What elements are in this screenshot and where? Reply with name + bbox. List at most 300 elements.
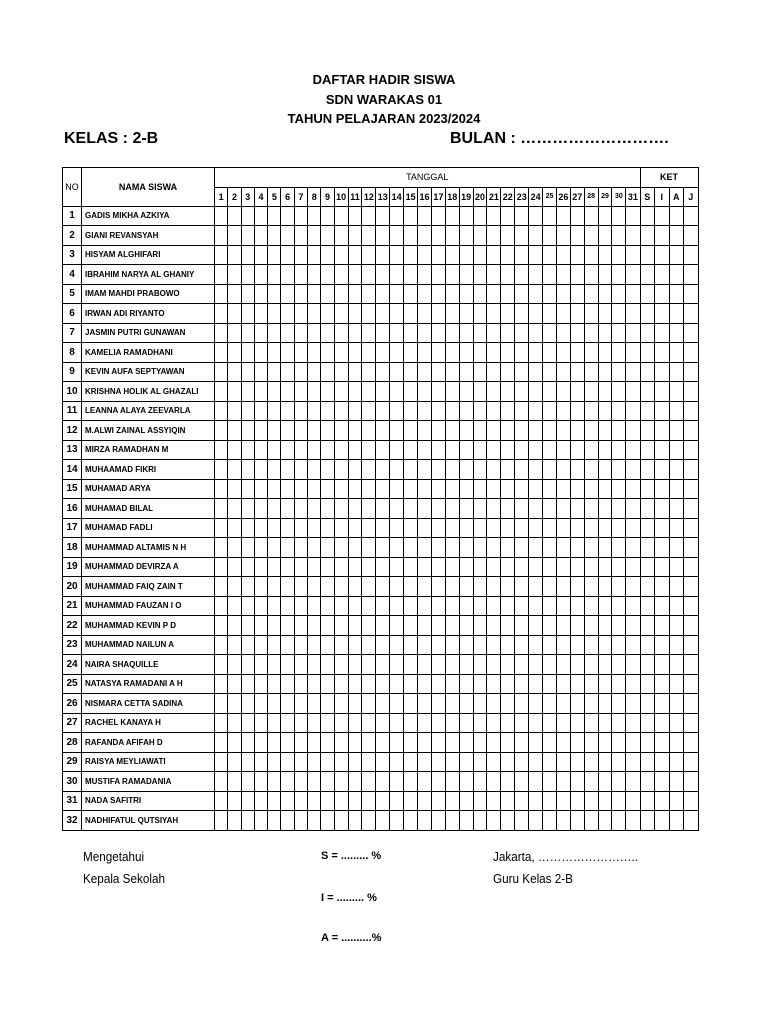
ket-cell[interactable]: [655, 362, 670, 382]
attendance-cell[interactable]: [348, 245, 362, 265]
attendance-cell[interactable]: [584, 245, 598, 265]
attendance-cell[interactable]: [626, 304, 640, 324]
attendance-cell[interactable]: [228, 674, 241, 694]
attendance-cell[interactable]: [268, 323, 281, 343]
attendance-cell[interactable]: [348, 655, 362, 675]
attendance-cell[interactable]: [215, 557, 228, 577]
attendance-cell[interactable]: [487, 245, 501, 265]
attendance-cell[interactable]: [281, 479, 294, 499]
attendance-cell[interactable]: [308, 811, 321, 831]
attendance-cell[interactable]: [529, 713, 543, 733]
ket-cell[interactable]: [684, 440, 699, 460]
attendance-cell[interactable]: [612, 752, 626, 772]
attendance-cell[interactable]: [570, 206, 584, 226]
attendance-cell[interactable]: [348, 499, 362, 519]
attendance-cell[interactable]: [294, 226, 307, 246]
attendance-cell[interactable]: [321, 421, 334, 441]
attendance-cell[interactable]: [294, 382, 307, 402]
attendance-cell[interactable]: [281, 440, 294, 460]
attendance-cell[interactable]: [626, 382, 640, 402]
attendance-cell[interactable]: [376, 616, 390, 636]
attendance-cell[interactable]: [612, 616, 626, 636]
attendance-cell[interactable]: [268, 752, 281, 772]
attendance-cell[interactable]: [515, 674, 529, 694]
attendance-cell[interactable]: [418, 460, 432, 480]
attendance-cell[interactable]: [612, 401, 626, 421]
attendance-cell[interactable]: [556, 557, 570, 577]
attendance-cell[interactable]: [334, 538, 348, 558]
attendance-cell[interactable]: [612, 596, 626, 616]
attendance-cell[interactable]: [334, 577, 348, 597]
attendance-cell[interactable]: [529, 791, 543, 811]
attendance-cell[interactable]: [473, 674, 487, 694]
attendance-cell[interactable]: [228, 440, 241, 460]
attendance-cell[interactable]: [626, 401, 640, 421]
attendance-cell[interactable]: [487, 284, 501, 304]
attendance-cell[interactable]: [334, 635, 348, 655]
attendance-cell[interactable]: [473, 245, 487, 265]
attendance-cell[interactable]: [473, 752, 487, 772]
attendance-cell[interactable]: [404, 499, 418, 519]
attendance-cell[interactable]: [308, 596, 321, 616]
attendance-cell[interactable]: [348, 733, 362, 753]
attendance-cell[interactable]: [228, 713, 241, 733]
attendance-cell[interactable]: [431, 713, 445, 733]
attendance-cell[interactable]: [390, 733, 404, 753]
attendance-cell[interactable]: [215, 616, 228, 636]
attendance-cell[interactable]: [228, 772, 241, 792]
attendance-cell[interactable]: [281, 772, 294, 792]
attendance-cell[interactable]: [598, 752, 612, 772]
ket-cell[interactable]: [669, 791, 684, 811]
attendance-cell[interactable]: [308, 460, 321, 480]
attendance-cell[interactable]: [570, 245, 584, 265]
attendance-cell[interactable]: [515, 655, 529, 675]
attendance-cell[interactable]: [515, 733, 529, 753]
attendance-cell[interactable]: [362, 674, 376, 694]
attendance-cell[interactable]: [445, 577, 459, 597]
attendance-cell[interactable]: [570, 226, 584, 246]
ket-cell[interactable]: [640, 226, 655, 246]
ket-cell[interactable]: [684, 752, 699, 772]
attendance-cell[interactable]: [254, 713, 267, 733]
attendance-cell[interactable]: [529, 694, 543, 714]
attendance-cell[interactable]: [418, 382, 432, 402]
attendance-cell[interactable]: [376, 557, 390, 577]
attendance-cell[interactable]: [501, 440, 515, 460]
ket-cell[interactable]: [684, 401, 699, 421]
attendance-cell[interactable]: [294, 557, 307, 577]
attendance-cell[interactable]: [459, 304, 473, 324]
attendance-cell[interactable]: [626, 206, 640, 226]
attendance-cell[interactable]: [543, 577, 557, 597]
attendance-cell[interactable]: [473, 655, 487, 675]
attendance-cell[interactable]: [612, 694, 626, 714]
attendance-cell[interactable]: [404, 752, 418, 772]
attendance-cell[interactable]: [362, 577, 376, 597]
attendance-cell[interactable]: [334, 284, 348, 304]
ket-cell[interactable]: [640, 401, 655, 421]
ket-cell[interactable]: [684, 362, 699, 382]
attendance-cell[interactable]: [268, 557, 281, 577]
attendance-cell[interactable]: [459, 323, 473, 343]
attendance-cell[interactable]: [515, 226, 529, 246]
attendance-cell[interactable]: [459, 596, 473, 616]
attendance-cell[interactable]: [321, 674, 334, 694]
attendance-cell[interactable]: [626, 343, 640, 363]
attendance-cell[interactable]: [570, 499, 584, 519]
attendance-cell[interactable]: [487, 811, 501, 831]
ket-cell[interactable]: [669, 226, 684, 246]
attendance-cell[interactable]: [418, 518, 432, 538]
attendance-cell[interactable]: [445, 752, 459, 772]
attendance-cell[interactable]: [321, 323, 334, 343]
ket-cell[interactable]: [640, 811, 655, 831]
attendance-cell[interactable]: [362, 440, 376, 460]
attendance-cell[interactable]: [215, 401, 228, 421]
attendance-cell[interactable]: [418, 577, 432, 597]
ket-cell[interactable]: [669, 694, 684, 714]
attendance-cell[interactable]: [626, 596, 640, 616]
attendance-cell[interactable]: [215, 674, 228, 694]
attendance-cell[interactable]: [321, 811, 334, 831]
attendance-cell[interactable]: [241, 343, 254, 363]
ket-cell[interactable]: [655, 655, 670, 675]
attendance-cell[interactable]: [241, 440, 254, 460]
attendance-cell[interactable]: [584, 479, 598, 499]
attendance-cell[interactable]: [431, 382, 445, 402]
attendance-cell[interactable]: [215, 284, 228, 304]
ket-cell[interactable]: [655, 577, 670, 597]
attendance-cell[interactable]: [529, 343, 543, 363]
attendance-cell[interactable]: [348, 265, 362, 285]
attendance-cell[interactable]: [404, 694, 418, 714]
attendance-cell[interactable]: [390, 460, 404, 480]
attendance-cell[interactable]: [281, 655, 294, 675]
attendance-cell[interactable]: [390, 206, 404, 226]
ket-cell[interactable]: [669, 323, 684, 343]
attendance-cell[interactable]: [376, 304, 390, 324]
ket-cell[interactable]: [684, 577, 699, 597]
attendance-cell[interactable]: [598, 557, 612, 577]
attendance-cell[interactable]: [404, 343, 418, 363]
attendance-cell[interactable]: [321, 713, 334, 733]
attendance-cell[interactable]: [612, 791, 626, 811]
attendance-cell[interactable]: [543, 304, 557, 324]
attendance-cell[interactable]: [459, 713, 473, 733]
attendance-cell[interactable]: [501, 713, 515, 733]
attendance-cell[interactable]: [612, 557, 626, 577]
attendance-cell[interactable]: [515, 538, 529, 558]
attendance-cell[interactable]: [612, 499, 626, 519]
ket-cell[interactable]: [669, 596, 684, 616]
ket-cell[interactable]: [640, 343, 655, 363]
attendance-cell[interactable]: [473, 791, 487, 811]
ket-cell[interactable]: [684, 772, 699, 792]
attendance-cell[interactable]: [404, 596, 418, 616]
attendance-cell[interactable]: [459, 557, 473, 577]
attendance-cell[interactable]: [501, 635, 515, 655]
attendance-cell[interactable]: [570, 440, 584, 460]
attendance-cell[interactable]: [543, 694, 557, 714]
attendance-cell[interactable]: [390, 538, 404, 558]
attendance-cell[interactable]: [215, 538, 228, 558]
attendance-cell[interactable]: [281, 343, 294, 363]
attendance-cell[interactable]: [445, 674, 459, 694]
attendance-cell[interactable]: [459, 811, 473, 831]
attendance-cell[interactable]: [501, 362, 515, 382]
attendance-cell[interactable]: [584, 226, 598, 246]
attendance-cell[interactable]: [268, 596, 281, 616]
ket-cell[interactable]: [669, 772, 684, 792]
attendance-cell[interactable]: [254, 694, 267, 714]
attendance-cell[interactable]: [473, 206, 487, 226]
attendance-cell[interactable]: [445, 772, 459, 792]
attendance-cell[interactable]: [529, 596, 543, 616]
attendance-cell[interactable]: [612, 304, 626, 324]
attendance-cell[interactable]: [308, 421, 321, 441]
attendance-cell[interactable]: [404, 362, 418, 382]
attendance-cell[interactable]: [308, 304, 321, 324]
attendance-cell[interactable]: [334, 440, 348, 460]
attendance-cell[interactable]: [584, 752, 598, 772]
ket-cell[interactable]: [655, 265, 670, 285]
attendance-cell[interactable]: [431, 479, 445, 499]
attendance-cell[interactable]: [445, 655, 459, 675]
attendance-cell[interactable]: [321, 362, 334, 382]
attendance-cell[interactable]: [431, 440, 445, 460]
attendance-cell[interactable]: [598, 460, 612, 480]
attendance-cell[interactable]: [459, 421, 473, 441]
ket-cell[interactable]: [655, 343, 670, 363]
ket-cell[interactable]: [655, 382, 670, 402]
attendance-cell[interactable]: [459, 460, 473, 480]
attendance-cell[interactable]: [268, 811, 281, 831]
attendance-cell[interactable]: [215, 206, 228, 226]
attendance-cell[interactable]: [515, 772, 529, 792]
attendance-cell[interactable]: [294, 284, 307, 304]
ket-cell[interactable]: [684, 265, 699, 285]
attendance-cell[interactable]: [445, 343, 459, 363]
attendance-cell[interactable]: [348, 362, 362, 382]
attendance-cell[interactable]: [321, 635, 334, 655]
attendance-cell[interactable]: [362, 382, 376, 402]
attendance-cell[interactable]: [584, 791, 598, 811]
attendance-cell[interactable]: [334, 772, 348, 792]
attendance-cell[interactable]: [529, 323, 543, 343]
attendance-cell[interactable]: [215, 265, 228, 285]
ket-cell[interactable]: [640, 440, 655, 460]
attendance-cell[interactable]: [598, 713, 612, 733]
ket-cell[interactable]: [684, 382, 699, 402]
attendance-cell[interactable]: [268, 538, 281, 558]
attendance-cell[interactable]: [321, 401, 334, 421]
ket-cell[interactable]: [669, 577, 684, 597]
attendance-cell[interactable]: [445, 323, 459, 343]
attendance-cell[interactable]: [241, 401, 254, 421]
attendance-cell[interactable]: [418, 284, 432, 304]
attendance-cell[interactable]: [459, 674, 473, 694]
attendance-cell[interactable]: [348, 557, 362, 577]
attendance-cell[interactable]: [570, 304, 584, 324]
attendance-cell[interactable]: [473, 323, 487, 343]
attendance-cell[interactable]: [473, 518, 487, 538]
attendance-cell[interactable]: [321, 538, 334, 558]
attendance-cell[interactable]: [445, 538, 459, 558]
attendance-cell[interactable]: [376, 382, 390, 402]
attendance-cell[interactable]: [584, 596, 598, 616]
attendance-cell[interactable]: [215, 772, 228, 792]
attendance-cell[interactable]: [362, 206, 376, 226]
attendance-cell[interactable]: [418, 811, 432, 831]
attendance-cell[interactable]: [584, 401, 598, 421]
attendance-cell[interactable]: [215, 362, 228, 382]
attendance-cell[interactable]: [612, 460, 626, 480]
ket-cell[interactable]: [640, 772, 655, 792]
attendance-cell[interactable]: [431, 635, 445, 655]
attendance-cell[interactable]: [626, 440, 640, 460]
attendance-cell[interactable]: [241, 616, 254, 636]
attendance-cell[interactable]: [404, 538, 418, 558]
attendance-cell[interactable]: [376, 245, 390, 265]
attendance-cell[interactable]: [543, 460, 557, 480]
attendance-cell[interactable]: [598, 811, 612, 831]
ket-cell[interactable]: [655, 226, 670, 246]
ket-cell[interactable]: [669, 752, 684, 772]
attendance-cell[interactable]: [598, 616, 612, 636]
ket-cell[interactable]: [655, 206, 670, 226]
attendance-cell[interactable]: [459, 382, 473, 402]
ket-cell[interactable]: [655, 499, 670, 519]
attendance-cell[interactable]: [570, 382, 584, 402]
attendance-cell[interactable]: [445, 421, 459, 441]
attendance-cell[interactable]: [308, 577, 321, 597]
ket-cell[interactable]: [655, 479, 670, 499]
attendance-cell[interactable]: [362, 265, 376, 285]
attendance-cell[interactable]: [334, 596, 348, 616]
attendance-cell[interactable]: [281, 362, 294, 382]
attendance-cell[interactable]: [294, 323, 307, 343]
ket-cell[interactable]: [655, 635, 670, 655]
ket-cell[interactable]: [640, 362, 655, 382]
attendance-cell[interactable]: [241, 772, 254, 792]
attendance-cell[interactable]: [515, 694, 529, 714]
attendance-cell[interactable]: [487, 538, 501, 558]
attendance-cell[interactable]: [473, 479, 487, 499]
attendance-cell[interactable]: [268, 499, 281, 519]
attendance-cell[interactable]: [626, 499, 640, 519]
attendance-cell[interactable]: [612, 713, 626, 733]
attendance-cell[interactable]: [570, 635, 584, 655]
attendance-cell[interactable]: [459, 655, 473, 675]
attendance-cell[interactable]: [228, 245, 241, 265]
attendance-cell[interactable]: [376, 284, 390, 304]
attendance-cell[interactable]: [268, 713, 281, 733]
attendance-cell[interactable]: [390, 421, 404, 441]
attendance-cell[interactable]: [626, 323, 640, 343]
attendance-cell[interactable]: [487, 479, 501, 499]
attendance-cell[interactable]: [473, 226, 487, 246]
attendance-cell[interactable]: [543, 772, 557, 792]
attendance-cell[interactable]: [431, 616, 445, 636]
attendance-cell[interactable]: [268, 382, 281, 402]
attendance-cell[interactable]: [241, 284, 254, 304]
attendance-cell[interactable]: [431, 284, 445, 304]
attendance-cell[interactable]: [529, 772, 543, 792]
attendance-cell[interactable]: [418, 616, 432, 636]
attendance-cell[interactable]: [321, 577, 334, 597]
attendance-cell[interactable]: [390, 479, 404, 499]
attendance-cell[interactable]: [294, 304, 307, 324]
attendance-cell[interactable]: [376, 596, 390, 616]
attendance-cell[interactable]: [281, 245, 294, 265]
attendance-cell[interactable]: [584, 265, 598, 285]
ket-cell[interactable]: [669, 733, 684, 753]
attendance-cell[interactable]: [529, 479, 543, 499]
attendance-cell[interactable]: [215, 635, 228, 655]
attendance-cell[interactable]: [529, 811, 543, 831]
attendance-cell[interactable]: [334, 752, 348, 772]
attendance-cell[interactable]: [543, 362, 557, 382]
attendance-cell[interactable]: [228, 460, 241, 480]
attendance-cell[interactable]: [376, 635, 390, 655]
attendance-cell[interactable]: [584, 694, 598, 714]
ket-cell[interactable]: [640, 596, 655, 616]
attendance-cell[interactable]: [529, 206, 543, 226]
attendance-cell[interactable]: [598, 382, 612, 402]
attendance-cell[interactable]: [445, 518, 459, 538]
attendance-cell[interactable]: [598, 655, 612, 675]
attendance-cell[interactable]: [598, 518, 612, 538]
attendance-cell[interactable]: [268, 440, 281, 460]
ket-cell[interactable]: [684, 304, 699, 324]
attendance-cell[interactable]: [390, 694, 404, 714]
attendance-cell[interactable]: [529, 226, 543, 246]
attendance-cell[interactable]: [418, 421, 432, 441]
attendance-cell[interactable]: [584, 772, 598, 792]
ket-cell[interactable]: [669, 382, 684, 402]
attendance-cell[interactable]: [543, 440, 557, 460]
attendance-cell[interactable]: [570, 772, 584, 792]
attendance-cell[interactable]: [501, 304, 515, 324]
attendance-cell[interactable]: [570, 713, 584, 733]
ket-cell[interactable]: [684, 674, 699, 694]
attendance-cell[interactable]: [529, 538, 543, 558]
attendance-cell[interactable]: [215, 733, 228, 753]
attendance-cell[interactable]: [612, 284, 626, 304]
attendance-cell[interactable]: [418, 401, 432, 421]
attendance-cell[interactable]: [268, 401, 281, 421]
attendance-cell[interactable]: [376, 772, 390, 792]
ket-cell[interactable]: [684, 479, 699, 499]
attendance-cell[interactable]: [556, 577, 570, 597]
attendance-cell[interactable]: [459, 616, 473, 636]
attendance-cell[interactable]: [228, 538, 241, 558]
attendance-cell[interactable]: [321, 557, 334, 577]
attendance-cell[interactable]: [418, 323, 432, 343]
attendance-cell[interactable]: [268, 479, 281, 499]
attendance-cell[interactable]: [348, 343, 362, 363]
attendance-cell[interactable]: [570, 460, 584, 480]
attendance-cell[interactable]: [570, 616, 584, 636]
attendance-cell[interactable]: [376, 655, 390, 675]
attendance-cell[interactable]: [543, 713, 557, 733]
attendance-cell[interactable]: [612, 733, 626, 753]
attendance-cell[interactable]: [626, 713, 640, 733]
attendance-cell[interactable]: [348, 616, 362, 636]
attendance-cell[interactable]: [598, 791, 612, 811]
attendance-cell[interactable]: [487, 772, 501, 792]
